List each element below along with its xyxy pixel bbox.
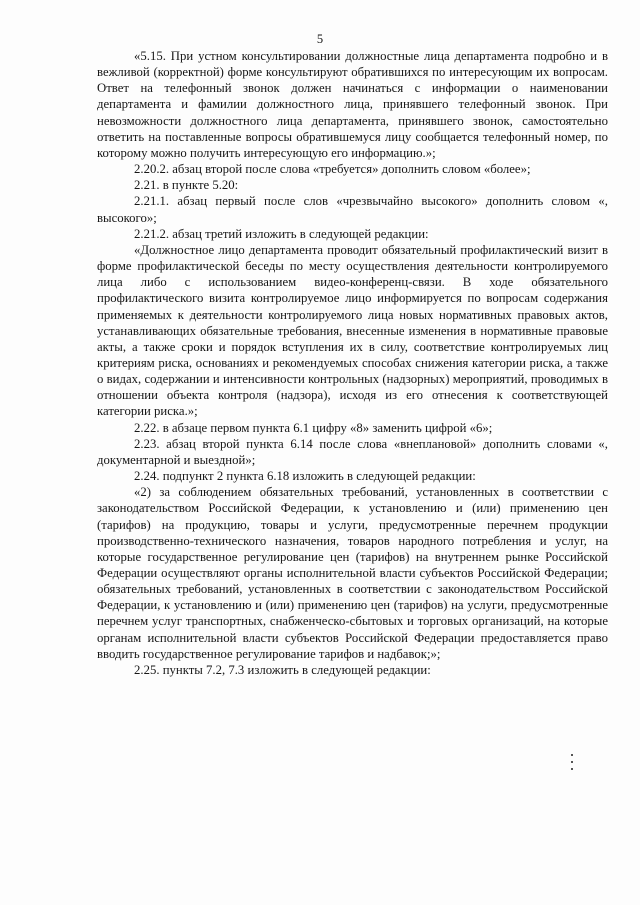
paragraph-2-25: 2.25. пункты 7.2, 7.3 изложить в следующей редакции:	[134, 662, 431, 677]
scan-artifact	[571, 754, 573, 775]
paragraph-preventive-visit: «Должностное лицо департамента проводит обязательный профилактический визит в форме профилактической беседы по месту осуществления деятельности контролируемого лица либо с использованием видео-конференц-связи. В ходе обязательного профилактического визита контролируемое лицо информируется по вопросам содержания применяемых к деятельности контролируемого лица новых нормативных правовых актов, устанавливающих обязательные требования, внесенные изменения в нормативные правовые акты, а также сроки и порядок вступления их в силу, соответствие контролируемых лиц критериям риска, основаниях и рекомендуемых способах снижения категории риска, а также о видах, содержании и интенсивности контрольных (надзорных) мероприятий, проводимых в отношении объекта контроля (надзора), исходя из его отнесения к соответствующей категории риска.»;	[97, 242, 608, 419]
paragraph-5-15: «5.15. При устном консультировании должностные лица департамента подробно и в вежливой (корректной) форме консультируют обратившихся по интересующим их вопросам. Ответ на телефонный звонок должен начинаться с информации о наименовании департамента и фамилии должностного лица, принявшего телефонный звонок. При невозможности должностного лица департамента, принявшего звонок, самостоятельно ответить на поставленные вопросы обратившемуся лицу сообщается телефонный номер, по которому можно получить интересующую его информацию.»;	[97, 49, 608, 160]
paragraph-subpoint-2: «2) за соблюдением обязательных требований, установленных в соответствии с законодательством Российской Федерации, к установлению и (или) применению цен (тарифов) на продукцию, товары и услуги, предусмотренные перечнем продукции производственно-технического назначения, товаров народного потребления и услуг, на которые государственное регулирование цен (тарифов) на внутреннем рынке Российской Федерации осуществляют органы исполнительной власти субъектов Российской Федерации; обязательных требований, установленных в соответствии с законодательством Российской Федерации, к установлению и (или) применению цен (тарифов) на услуги, предусмотренные перечнем услуг транспортных, снабженческо-сбытовых и торговых организаций, на которые органам исполнительной власти субъектов Российской Федерации предоставляется право вводить государственное регулирование тарифов и надбавок;»;	[97, 485, 608, 661]
paragraph-2-21-2: 2.21.2. абзац третий изложить в следующей редакции:	[134, 226, 429, 241]
paragraph-2-22: 2.22. в абзаце первом пункта 6.1 цифру «8» заменить цифрой «6»;	[134, 420, 493, 435]
paragraph-2-24: 2.24. подпункт 2 пункта 6.18 изложить в следующей редакции:	[134, 469, 476, 484]
paragraph-2-20-2: 2.20.2. абзац второй после слова «требуется» дополнить словом «более»;	[134, 162, 531, 177]
page-number: 5	[316, 32, 324, 46]
paragraph-2-23: 2.23. абзац второй пункта 6.14 после слова «внеплановой» дополнить словами «, документарной и выездной»;	[97, 436, 608, 467]
paragraph-2-21-1: 2.21.1. абзац первый после слов «чрезвычайно высокого» дополнить словом «, высокого»;	[97, 194, 608, 225]
paragraph-2-21: 2.21. в пункте 5.20:	[134, 178, 239, 193]
document-body	[97, 48, 608, 678]
